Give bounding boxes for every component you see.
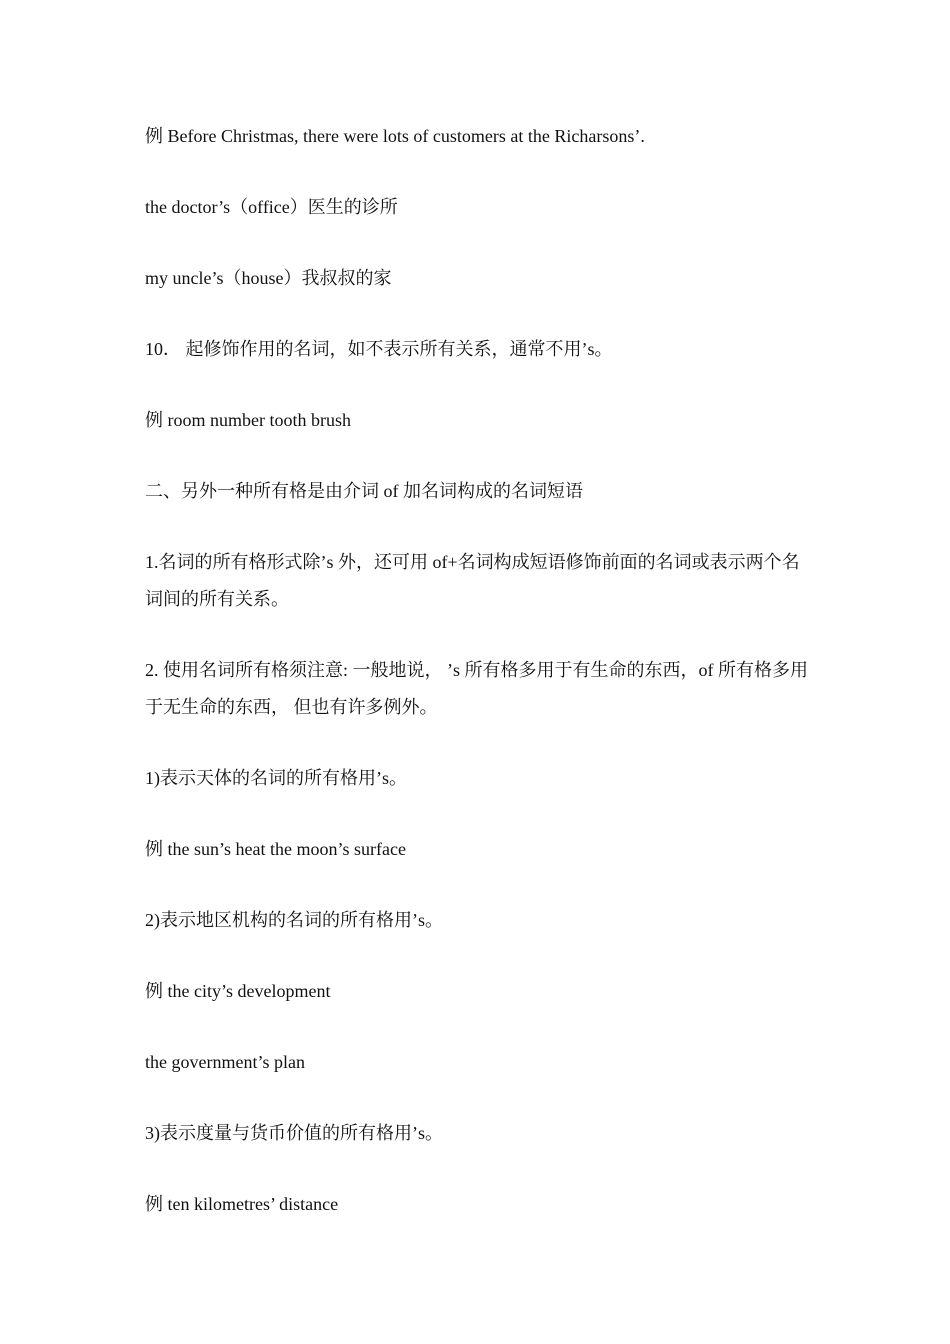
- paragraph-example-room-number: 例 room number tooth brush: [145, 410, 351, 430]
- paragraph-subrule-2: 2)表示地区机构的名词的所有格用’s。: [145, 910, 443, 930]
- paragraph-example-kilometres: 例 ten kilometres’ distance: [145, 1194, 339, 1214]
- paragraph-rule-10: 10． 起修饰作用的名词，如不表示所有关系，通常不用’s。: [145, 339, 613, 359]
- paragraph-example-richarsons: 例 Before Christmas, there were lots of customers at the Richarsons’.: [145, 126, 645, 146]
- paragraph-example-city: 例 the city’s development: [145, 981, 331, 1001]
- paragraph-rule-1: 1.名词的所有格形式除’s 外，还可用 of+名词构成短语修饰前面的名词或表示两个名词间的所有关系。: [145, 552, 800, 609]
- paragraph-subrule-3: 3)表示度量与货币价值的所有格用’s。: [145, 1123, 443, 1143]
- section-heading-of-possessive: 二、另外一种所有格是由介词 of 加名词构成的名词短语: [145, 481, 583, 501]
- paragraph-example-government: the government’s plan: [145, 1052, 305, 1072]
- paragraph-doctors-office: the doctor’s（office）医生的诊所: [145, 197, 398, 217]
- paragraph-rule-2: 2. 使用名词所有格须注意: 一般地说， ’s 所有格多用于有生命的东西，of 所有格多用于无生命的东西， 但也有许多例外。: [145, 660, 808, 717]
- paragraph-uncles-house: my uncle’s（house）我叔叔的家: [145, 268, 392, 288]
- paragraph-subrule-1: 1)表示天体的名词的所有格用’s。: [145, 768, 407, 788]
- paragraph-example-sun-moon: 例 the sun’s heat the moon’s surface: [145, 839, 406, 859]
